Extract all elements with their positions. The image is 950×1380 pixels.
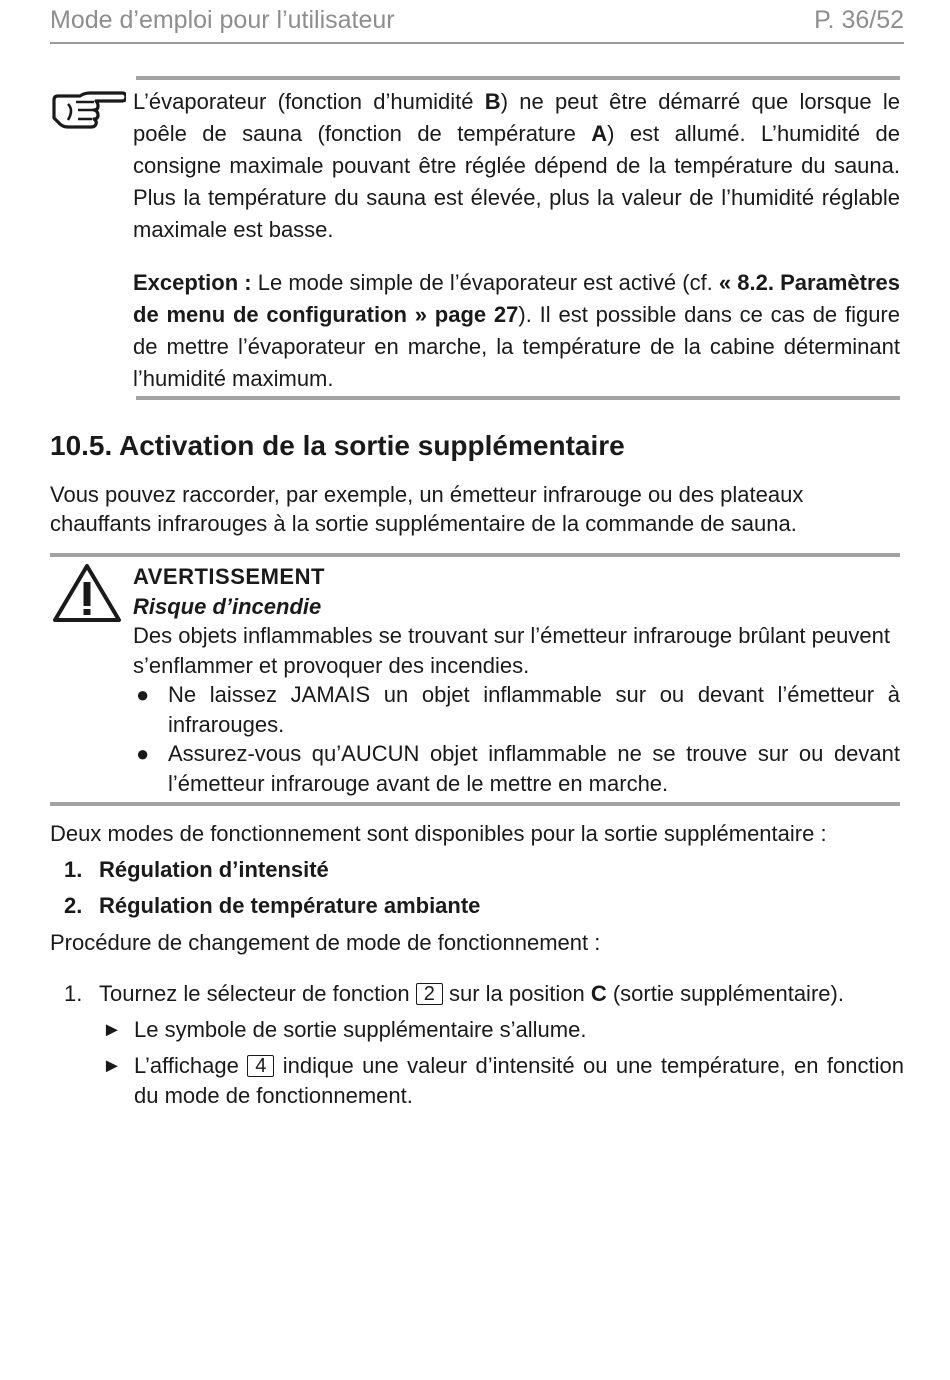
note-text-span: Le mode simple de l’évaporateur est activé (cf. — [251, 270, 719, 295]
warning-top-rule — [50, 553, 900, 557]
arrow-right-icon: ► — [102, 1019, 122, 1041]
list-number: 1. — [64, 857, 83, 882]
section-intro: Vous pouvez raccorder, par exemple, un émetteur infrarouge ou des plateaux chauffants infrarouges à la sortie supplémentaire de la commande de sauna. — [50, 482, 804, 536]
list-item — [133, 739, 900, 798]
list-number: 2. — [64, 893, 83, 918]
note-text-span: ) ne peut être démarré que lorsque le poêle de sauna (fonction de température — [133, 89, 900, 146]
step-result-1 — [64, 1015, 904, 1045]
note-text — [133, 86, 900, 395]
result-text: Le symbole de sortie supplémentaire s’allume. — [134, 1017, 587, 1042]
function-selector-key: 2 — [416, 983, 443, 1005]
note-paragraph-2 — [133, 267, 900, 395]
list-item — [64, 855, 480, 891]
note-bold-b: B — [484, 89, 501, 114]
list-item-text: Ne laissez JAMAIS un objet inflammable sur ou devant l’émetteur à infrarouges. — [168, 682, 900, 737]
mode-label: Régulation d’intensité — [99, 857, 329, 882]
step-result-2 — [64, 1051, 904, 1111]
step-text: Tournez le sélecteur de fonction — [99, 981, 416, 1006]
note-bold-a: A — [591, 121, 608, 146]
bullet-icon: ● — [136, 741, 150, 766]
section-heading: 10.5. Activation de la sortie supplémentaire — [50, 430, 625, 461]
note-text-span: L’évaporateur (fonction d’humidité — [133, 89, 485, 114]
result-text: indique une valeur d’intensité ou une température, en fonction du mode de fonctionnement. — [134, 1053, 904, 1108]
list-item — [133, 680, 900, 739]
step-number: 1. — [64, 981, 83, 1006]
warning-description: Des objets inflammables se trouvant sur l’émetteur infrarouge brûlant peuvent s’enflammer et provoquer des incendies. — [133, 623, 890, 678]
result-text: L’affichage — [134, 1053, 248, 1078]
note-text-span: ) est allumé. L’humidité de consigne maximale pouvant être réglée dépend de la température du sauna. Plus la température du sauna est élevée, plus la valeur de l’humidité réglable maximale est basse. — [133, 121, 900, 242]
warning-title: AVERTISSEMENT — [133, 564, 325, 589]
document-title: Mode d’emploi pour l’utilisateur — [50, 6, 395, 34]
modes-intro: Deux modes de fonctionnement sont disponibles pour la sortie supplémentaire : — [50, 821, 827, 846]
note-top-rule — [136, 76, 900, 80]
arrow-right-icon: ► — [102, 1055, 122, 1077]
warning-body — [133, 562, 900, 798]
page-header — [50, 4, 904, 44]
display-key: 4 — [247, 1055, 274, 1077]
note-bottom-rule — [136, 396, 900, 400]
page-number: P. 36/52 — [814, 6, 904, 34]
procedure-steps — [64, 979, 904, 1111]
warning-bottom-rule — [50, 802, 900, 806]
note-paragraph-1 — [133, 86, 900, 246]
position-c: C — [590, 981, 607, 1006]
cross-reference-link[interactable]: « 8.2. Paramètres de menu de configuration » page 27 — [133, 270, 900, 327]
mode-list — [64, 855, 480, 927]
note-text-span: ). Il est possible dans ce cas de figure de mettre l’évaporateur en marche, la température de la cabine déterminant l’humidité maximum. — [133, 302, 900, 391]
step-text: sur la position — [442, 981, 591, 1006]
warning-triangle-icon — [52, 562, 122, 624]
list-item — [64, 891, 480, 927]
warning-subtitle: Risque d’incendie — [133, 593, 322, 619]
exception-label: Exception : — [133, 270, 252, 295]
pointing-hand-icon — [50, 90, 126, 130]
mode-label: Régulation de température ambiante — [99, 893, 481, 918]
step-1 — [64, 979, 904, 1009]
warning-list — [133, 680, 900, 798]
procedure-intro: Procédure de changement de mode de fonctionnement : — [50, 930, 601, 955]
list-item-text: Assurez-vous qu’AUCUN objet inflammable ne se trouve sur ou devant l’émetteur infrarouge avant de le mettre en marche. — [168, 741, 900, 796]
bullet-icon: ● — [136, 682, 150, 707]
step-text: (sortie supplémentaire). — [606, 981, 844, 1006]
